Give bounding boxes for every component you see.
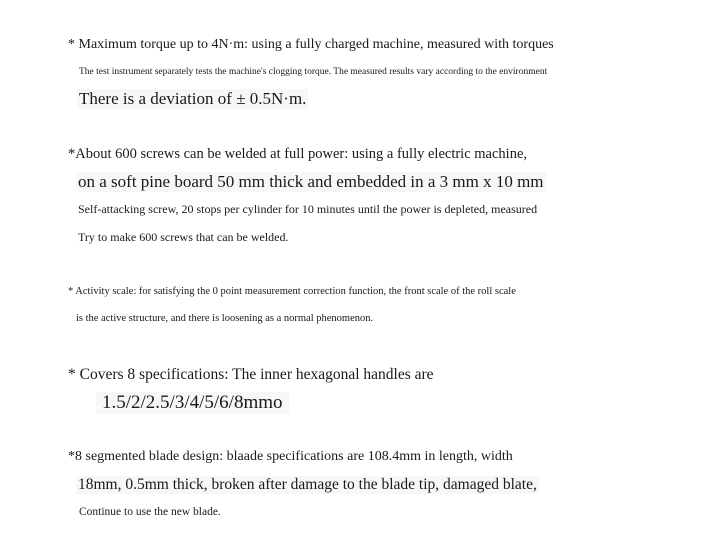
screws-result: Try to make 600 screws that can be welded.: [78, 230, 289, 244]
screws-board: on a soft pine board 50 mm thick and embedded in a 3 mm x 10 mm: [78, 172, 544, 191]
specs-sizes: 1.5/2/2.5/3/4/5/6/8mmo: [96, 392, 289, 414]
scale-note: is the active structure, and there is loosening as a normal phenomenon.: [76, 313, 374, 324]
blade-continue: Continue to use the new blade.: [79, 506, 221, 518]
blade-dimensions: 18mm, 0.5mm thick, broken after damage to the blade tip, damaged blate,: [78, 476, 537, 493]
torque-deviation: There is a deviation of ± 0.5N·m.: [79, 89, 307, 108]
specs-heading: * Covers 8 specifications: The inner hexagonal handles are: [68, 366, 434, 383]
torque-note: The test instrument separately tests the machine's clogging torque. The measured results vary according to the environment: [79, 67, 548, 77]
blade-heading: *8 segmented blade design: blaade specifications are 108.4mm in length, width: [68, 449, 513, 464]
torque-heading: * Maximum torque up to 4N·m: using a fully charged machine, measured with torques: [68, 37, 554, 52]
screws-method: Self-attacking screw, 20 stops per cylinder for 10 minutes until the power is depleted, measured: [78, 202, 538, 216]
scale-heading: * Activity scale: for satisfying the 0 point measurement correction function, the front scale of the roll scale: [68, 286, 516, 297]
screws-heading: *About 600 screws can be welded at full power: using a fully electric machine,: [68, 146, 528, 162]
